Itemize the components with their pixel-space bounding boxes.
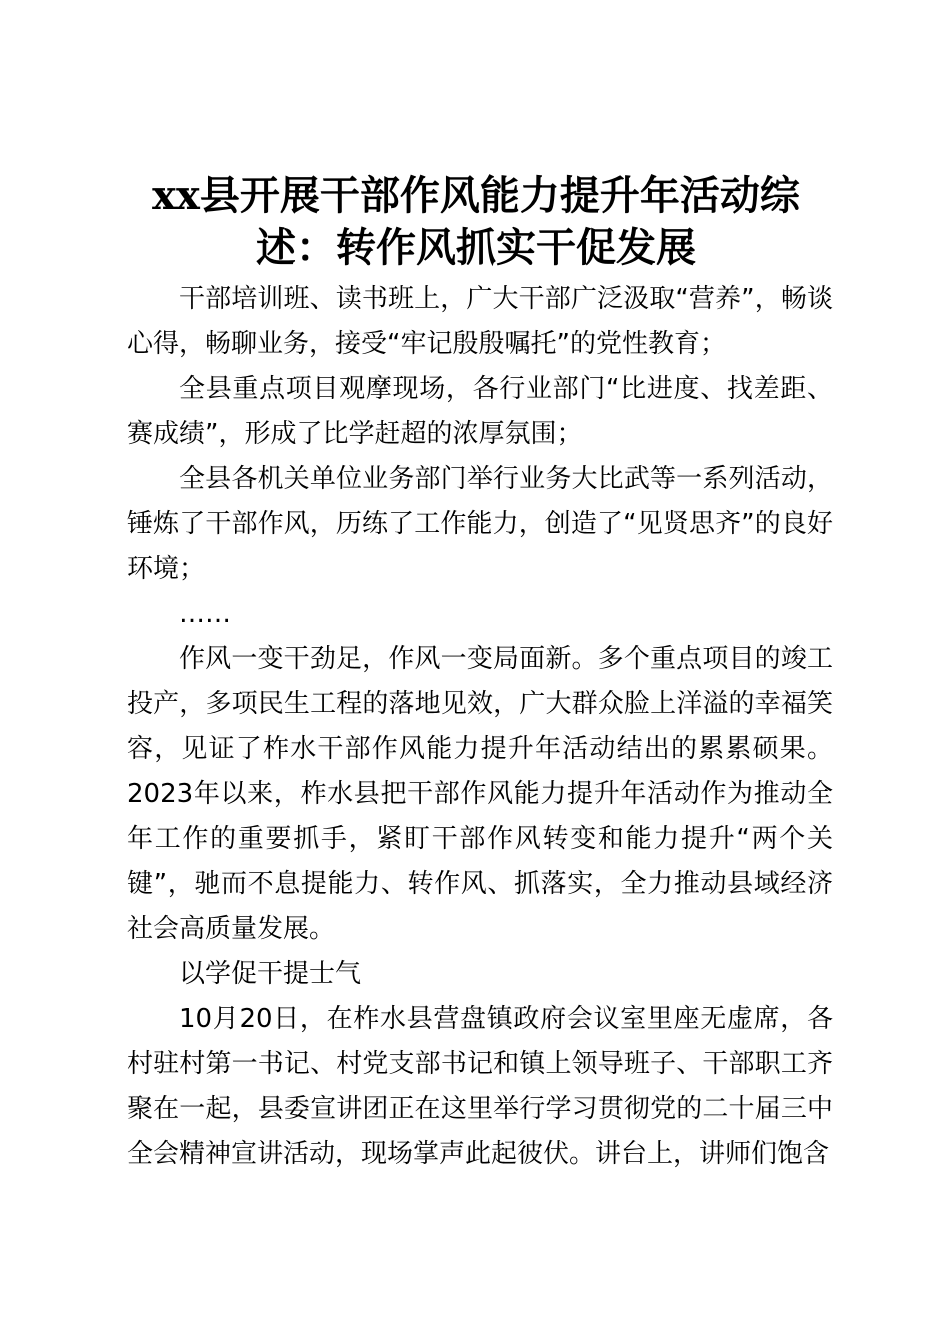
document-title xyxy=(120,170,832,274)
section-heading: 以学促干提士气 xyxy=(179,959,362,989)
paragraph-training: 干部培训班、读书班上，广大干部广泛汲取“营养”，畅谈心得，畅聊业务，接受“牢记殷殷嘱托”的党性教育； xyxy=(127,284,833,359)
document-body xyxy=(127,277,833,1177)
paragraph-overview: 作风一变干劲足，作风一变局面新。多个重点项目的竣工投产，多项民生工程的落地见效，广大群众脸上洋溢的幸福笑容，见证了柞水干部作风能力提升年活动结出的累累硕果。2023年以来，柞水县把干部作风能力提升年活动作为推动全年工作的重要抓手，紧盯干部作风转变和能力提升“两个关键”，驰而不息提能力、转作风、抓落实，全力推动县域经济社会高质量发展。 xyxy=(127,644,833,944)
paragraph-competition: 全县各机关单位业务部门举行业务大比武等一系列活动，锤炼了干部作风，历练了工作能力，创造了“见贤思齐”的良好环境； xyxy=(127,464,833,584)
paragraph-lecture: 10月20日，在柞水县营盘镇政府会议室里座无虚席，各村驻村第一书记、村党支部书记和镇上领导班子、干部职工齐聚在一起，县委宣讲团正在这里举行学习贯彻党的二十届三中全会精神宣讲活动，现场掌声此起彼伏。讲台上，讲师们饱含 xyxy=(127,1004,833,1169)
paragraph-observation: 全县重点项目观摩现场，各行业部门“比进度、找差距、赛成绩”，形成了比学赶超的浓厚氛围； xyxy=(127,374,833,449)
paragraph-ellipsis: …… xyxy=(179,599,231,629)
title-line-2: 述：转作风抓实干促发展 xyxy=(256,224,696,271)
title-line-1: xx县开展干部作风能力提升年活动综 xyxy=(152,172,800,219)
